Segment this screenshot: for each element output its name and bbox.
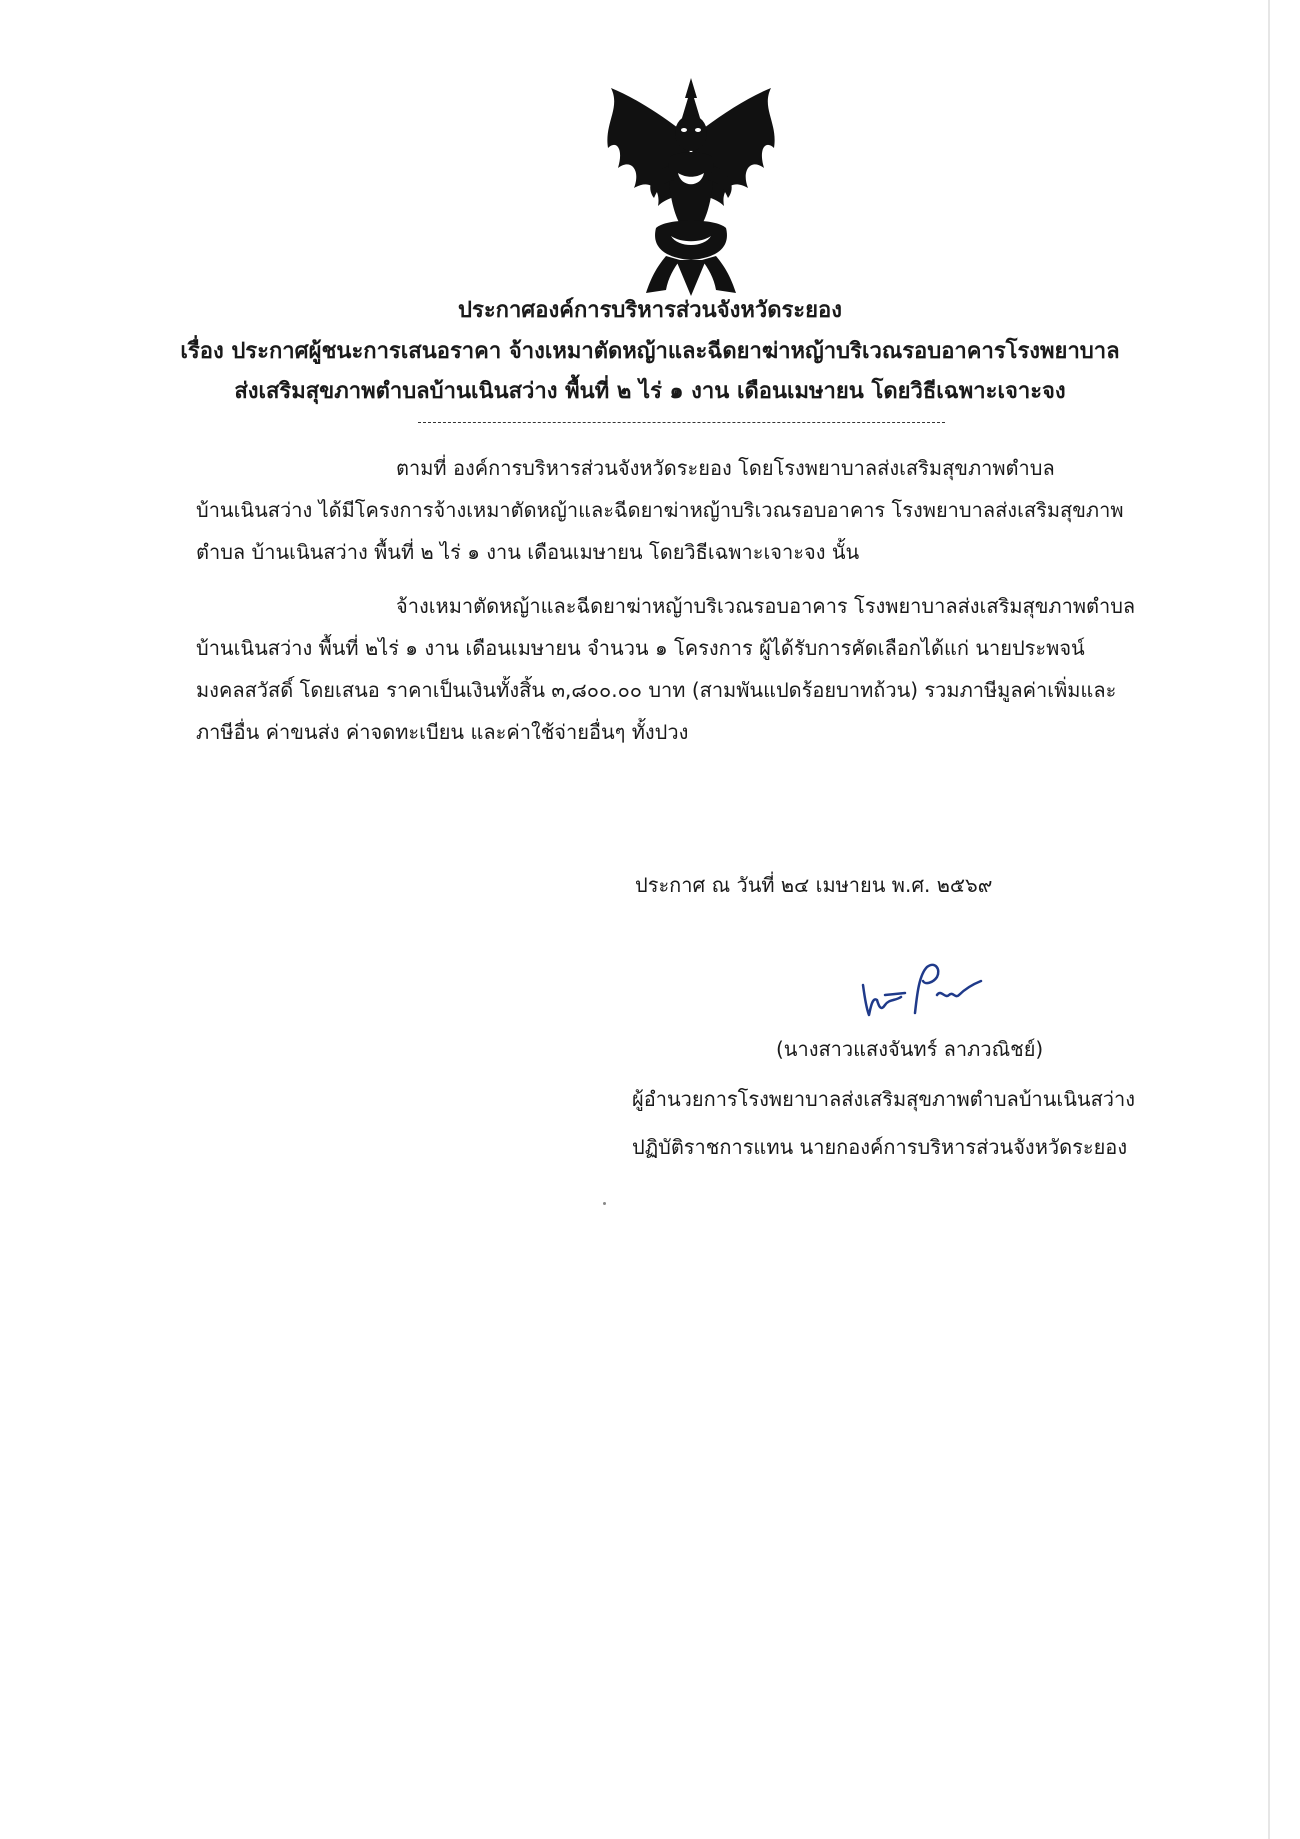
paragraph-1 — [196, 447, 1196, 573]
scan-speck — [603, 1202, 606, 1205]
signatory-title: ผู้อำนวยการโรงพยาบาลส่งเสริมสุขภาพตำบลบ้านเนินสว่าง — [632, 1087, 1136, 1111]
paragraph-2-line: มงคลสวัสดิ์ โดยเสนอ ราคาเป็นเงินทั้งสิ้น ๓,๘๐๐.๐๐ บาท (สามพันแปดร้อยบาทถ้วน) รวมภาษีมูลค่าเพิ่มและ — [196, 678, 1117, 702]
garuda-emblem-icon — [596, 78, 786, 298]
announcement-subject-cont: ส่งเสริมสุขภาพตำบลบ้านเนินสว่าง พื้นที่ ๒ ไร่ ๑ งาน เดือนเมษายน โดยวิธีเฉพาะเจาะจง — [234, 379, 1066, 404]
announcement-subject: เรื่อง ประกาศผู้ชนะการเสนอราคา จ้างเหมาตัดหญ้าและฉีดยาฆ่าหญ้าบริเวณรอบอาคารโรงพยาบาล — [180, 339, 1120, 364]
header-divider — [418, 422, 945, 423]
signatory-acting-title: ปฏิบัติราชการแทน นายกองค์การบริหารส่วนจังหวัดระยอง — [632, 1135, 1128, 1159]
handwritten-signature — [855, 955, 995, 1025]
paragraph-1-line: ตามที่ องค์การบริหารส่วนจังหวัดระยอง โดยโรงพยาบาลส่งเสริมสุขภาพตำบล — [396, 456, 1055, 480]
announcement-date: ประกาศ ณ วันที่ ๒๔ เมษายน พ.ศ. ๒๕๖๙ — [635, 873, 993, 897]
paragraph-2-line: ภาษีอื่น ค่าขนส่ง ค่าจดทะเบียน และค่าใช้จ่ายอื่นๆ ทั้งปวง — [196, 720, 689, 744]
paragraph-1-line: ตำบล บ้านเนินสว่าง พื้นที่ ๒ ไร่ ๑ งาน เดือนเมษายน โดยวิธีเฉพาะเจาะจง นั้น — [196, 540, 860, 564]
announcement-heading: ประกาศองค์การบริหารส่วนจังหวัดระยอง — [458, 298, 842, 323]
paragraph-2-line: บ้านเนินสว่าง พื้นที่ ๒ไร่ ๑ งาน เดือนเมษายน จำนวน ๑ โครงการ ผู้ได้รับการคัดเลือกได้แก่ นายประพจน์ — [196, 636, 1085, 660]
paragraph-1-line: บ้านเนินสว่าง ได้มีโครงการจ้างเหมาตัดหญ้าและฉีดยาฆ่าหญ้าบริเวณรอบอาคาร โรงพยาบาลส่งเสริมสุขภาพ — [196, 498, 1124, 522]
paragraph-2 — [196, 585, 1196, 753]
paragraph-2-line: จ้างเหมาตัดหญ้าและฉีดยาฆ่าหญ้าบริเวณรอบอาคาร โรงพยาบาลส่งเสริมสุขภาพตำบล — [396, 594, 1136, 618]
signatory-name: (นางสาวแสงจันทร์ ลาภวณิชย์) — [776, 1037, 1044, 1061]
page-edge-line — [1268, 0, 1270, 1839]
